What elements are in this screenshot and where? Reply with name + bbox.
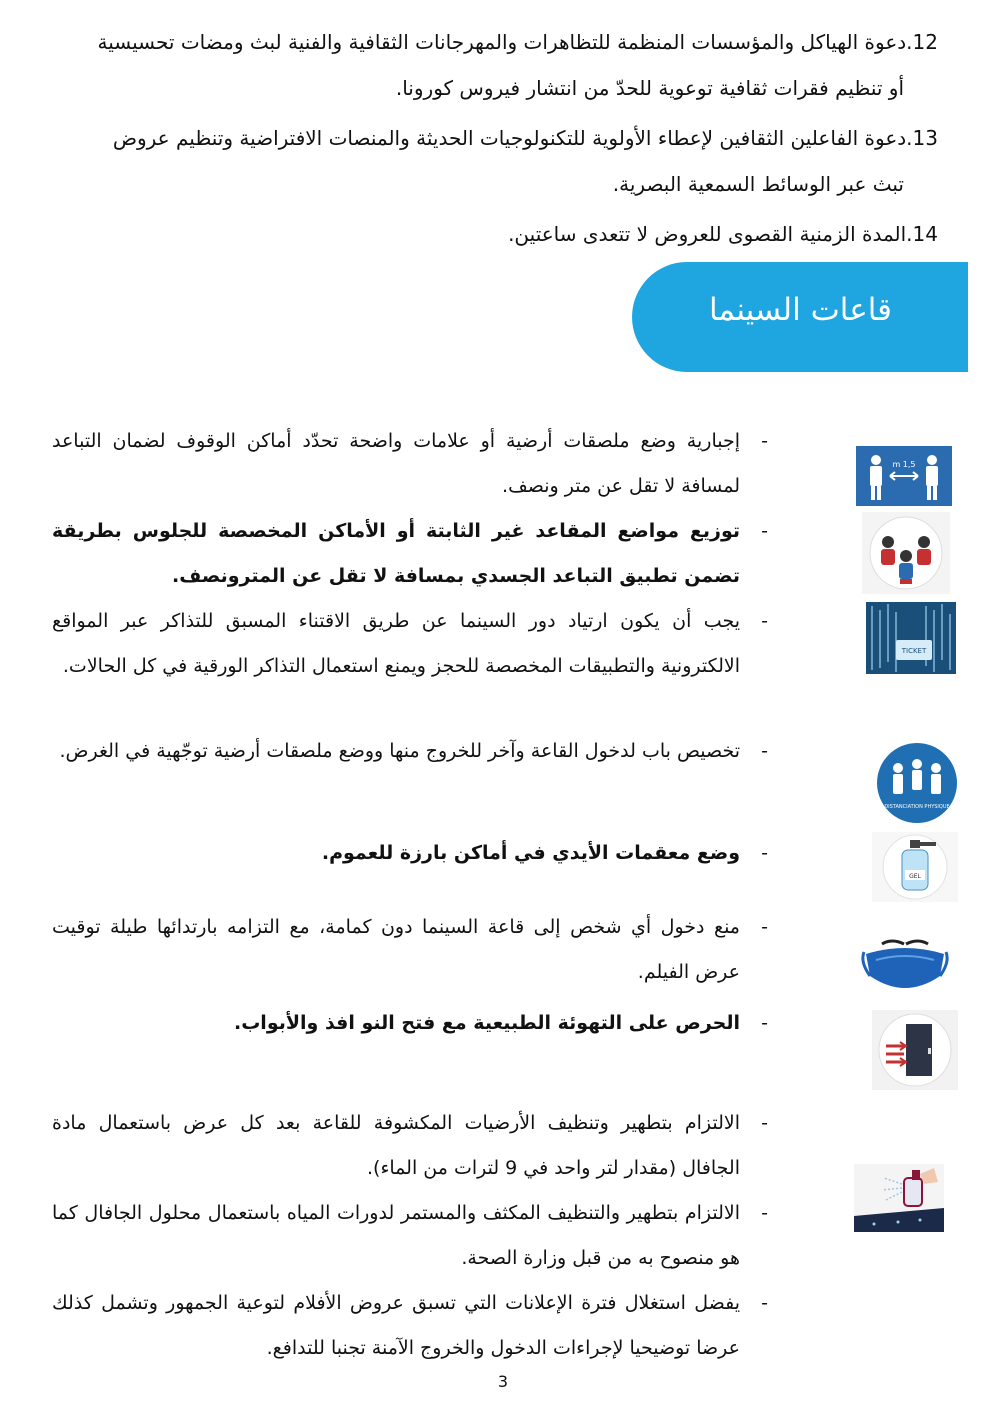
numbered-item-first-line: 14.المدة الزمنية القصوى للعروض لا تتعدى ساعتين.: [508, 222, 938, 246]
numbered-item-continuation: تبث عبر الوسائط السمعية البصرية.: [612, 172, 904, 196]
list-item: - وضع معقمات الأيدي في أماكن بارزة للعموم.: [52, 831, 768, 876]
section-title: قاعات السينما: [708, 292, 892, 328]
list-item: - يفضل استغلال فترة الإعلانات التي تسبق عروض الأفلام لتوعية الجمهور وتشمل كذلك عرضا توضيحيا لإجراءات الدخول والخروج الآمنة تجنبا للتدافع.: [52, 1281, 768, 1371]
list-item: - الالتزام بتطهير وتنظيف الأرضيات المكشوفة للقاعة بعد كل عرض باستعمال مادة الجافال (مقدار لتر واحد في 9 لترات من الماء).: [52, 1101, 768, 1191]
digital-ticket-icon: [866, 602, 956, 674]
list-item: - الحرص على التهوئة الطبيعية مع فتح النو افذ والأبواب.: [52, 1001, 768, 1046]
list-item: - يجب أن يكون ارتياد دور السينما عن طريق الاقتناء المسبق للتذاكر عبر المواقع الالكترونية والتطبيقات المخصصة للحجز ويمنع استعمال التذاكر الورقية في كل الحالات.: [52, 599, 768, 689]
physical-distancing-icon: [876, 742, 958, 824]
section-banner: [632, 262, 968, 372]
social-distance-icon: [856, 446, 952, 506]
distance-label: 1,5 m: [892, 460, 916, 469]
seated-audience-icon: [862, 512, 950, 594]
hand-sanitizer-icon: [872, 832, 958, 902]
numbered-item-first-line: 13.دعوة الفاعلين الثقافين لإعطاء الأولوية للتكنولوجيات الحديثة والمنصات الافتراضية وتنظيم عروض: [112, 126, 938, 150]
ventilation-door-icon: [872, 1010, 958, 1090]
face-mask-icon: [860, 932, 950, 998]
list-item: - منع دخول أي شخص إلى قاعة السينما دون كمامة، مع التزامه بارتدائها طيلة توقيت عرض الفيلم.: [52, 905, 768, 995]
list-item: - إجبارية وضع ملصقات أرضية أو علامات واضحة تحدّد أماكن الوقوف لضمان التباعد لمسافة لا تقل عن متر ونصف.: [52, 419, 768, 509]
list-item: - توزيع مواضع المقاعد غير الثابتة أو الأماكن المخصصة للجلوس بطريقة تضمن تطبيق التباعد الجسدي بمسافة لا تقل عن المترونصف.: [52, 509, 768, 599]
list-item: - الالتزام بتطهير والتنظيف المكثف والمستمر لدورات المياه باستعمال محلول الجافال كما هو منصوح به من قبل وزارة الصحة.: [52, 1191, 768, 1281]
numbered-item-first-line: 12.دعوة الهياكل والمؤسسات المنظمة للتظاهرات والمهرجانات الثقافية والفنية لبث ومضات تحسيسية: [97, 30, 938, 54]
numbered-item-continuation: أو تنظيم فقرات ثقافية توعوية للحدّ من انتشار فيروس كورونا.: [395, 76, 904, 100]
numbered-item-13: [38, 126, 938, 196]
cleaning-spray-icon: [854, 1164, 944, 1232]
ticket-label: TICKET: [901, 647, 927, 655]
numbered-item-14: [38, 222, 938, 246]
distancing-label: DISTANCIATION PHYSIQUE: [884, 804, 950, 810]
list-item: - تخصيص باب لدخول القاعة وآخر للخروج منها ووضع ملصقات أرضية توجّهية في الغرض.: [52, 729, 768, 774]
page-number: 3: [497, 1372, 509, 1391]
gel-label: GEL: [909, 873, 921, 880]
numbered-item-12: [38, 30, 938, 100]
